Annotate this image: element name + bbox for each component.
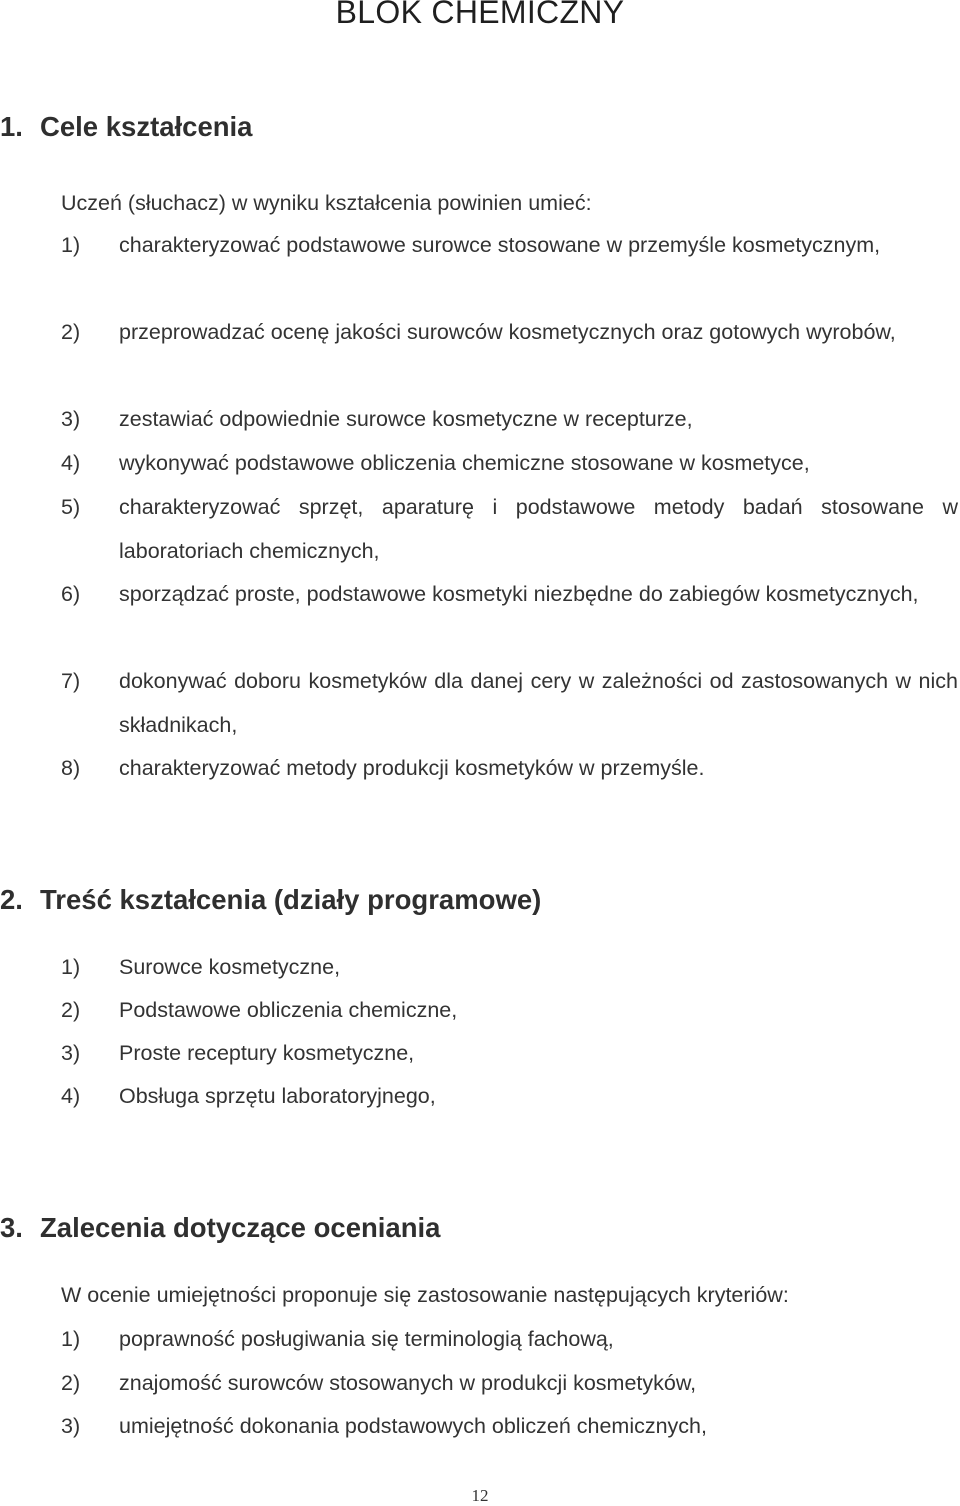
- list-item-text: umiejętność dokonania podstawowych obliczeń chemicznych,: [119, 1414, 707, 1438]
- list-item-text: dokonywać doboru kosmetyków dla danej cery w zależności od zastosowanych w nich składnikach,: [119, 669, 958, 737]
- list-item-text: poprawność posługiwania się terminologią fachową,: [119, 1327, 614, 1351]
- list-item-number: 1): [61, 1327, 81, 1351]
- list-item: [61, 1075, 958, 1119]
- list-item-text: Proste receptury kosmetyczne,: [119, 1041, 415, 1065]
- list-item: [61, 1405, 958, 1449]
- list-item-text: zestawiać odpowiednie surowce kosmetyczne w recepturze,: [119, 407, 693, 431]
- section2-number: 2.: [0, 884, 23, 915]
- list-item-text: charakteryzować sprzęt, aparaturę i podstawowe metody badań stosowane w laboratoriach chemicznych,: [119, 495, 958, 563]
- list-item: [61, 660, 958, 747]
- list-item-text: Podstawowe obliczenia chemiczne,: [119, 998, 458, 1022]
- list-item-number: 1): [61, 233, 81, 257]
- list-item-text: Obsługa sprzętu laboratoryjnego,: [119, 1084, 436, 1108]
- list-item-text: wykonywać podstawowe obliczenia chemiczne stosowane w kosmetyce,: [119, 451, 810, 475]
- list-item-number: 8): [61, 756, 81, 780]
- list-item-text: sporządzać proste, podstawowe kosmetyki niezbędne do zabiegów kosmetycznych,: [119, 582, 919, 606]
- list-item-number: 3): [61, 1041, 81, 1065]
- list-item-number: 3): [61, 407, 81, 431]
- list-item-text: znajomość surowców stosowanych w produkcji kosmetyków,: [119, 1371, 697, 1395]
- section3-intro: W ocenie umiejętności proponuje się zastosowanie następujących kryteriów:: [61, 1283, 789, 1307]
- list-item: [61, 747, 958, 791]
- section3-number: 3.: [0, 1212, 23, 1243]
- document-title: BLOK CHEMICZNY: [335, 0, 625, 30]
- list-item-number: 1): [61, 955, 81, 979]
- list-item: [61, 1032, 958, 1076]
- section3-title: Zalecenia dotyczące oceniania: [40, 1212, 441, 1243]
- list-item-number: 2): [61, 320, 81, 344]
- section1-number: 1.: [0, 111, 23, 142]
- list-item-text: charakteryzować metody produkcji kosmetyków w przemyśle.: [119, 756, 705, 780]
- section1-heading: [0, 111, 252, 143]
- list-item: [61, 442, 958, 486]
- list-item-number: 2): [61, 998, 81, 1022]
- list-item-number: 5): [61, 495, 81, 519]
- list-item-number: 7): [61, 669, 81, 693]
- list-item: [61, 486, 958, 573]
- list-item: [61, 398, 958, 442]
- list-item: [61, 1318, 958, 1362]
- list-item-number: 6): [61, 582, 81, 606]
- list-item-number: 4): [61, 1084, 81, 1108]
- list-item: [61, 1362, 958, 1406]
- section1-title: Cele kształcenia: [40, 111, 253, 142]
- list-item: [61, 946, 958, 990]
- page-number: 12: [471, 1486, 489, 1505]
- list-item: [61, 573, 958, 617]
- list-item: [61, 224, 958, 268]
- list-item: [61, 989, 958, 1033]
- list-item-number: 3): [61, 1414, 81, 1438]
- list-item-number: 2): [61, 1371, 81, 1395]
- list-item-number: 4): [61, 451, 81, 475]
- list-item: [61, 311, 958, 355]
- list-item-text: charakteryzować podstawowe surowce stosowane w przemyśle kosmetycznym,: [119, 233, 881, 257]
- section2-heading: [0, 884, 541, 916]
- section1-intro: Uczeń (słuchacz) w wyniku kształcenia powinien umieć:: [61, 191, 592, 215]
- section3-heading: [0, 1212, 440, 1244]
- list-item-text: przeprowadzać ocenę jakości surowców kosmetycznych oraz gotowych wyrobów,: [119, 320, 896, 344]
- list-item-text: Surowce kosmetyczne,: [119, 955, 341, 979]
- section2-title: Treść kształcenia (działy programowe): [40, 884, 542, 915]
